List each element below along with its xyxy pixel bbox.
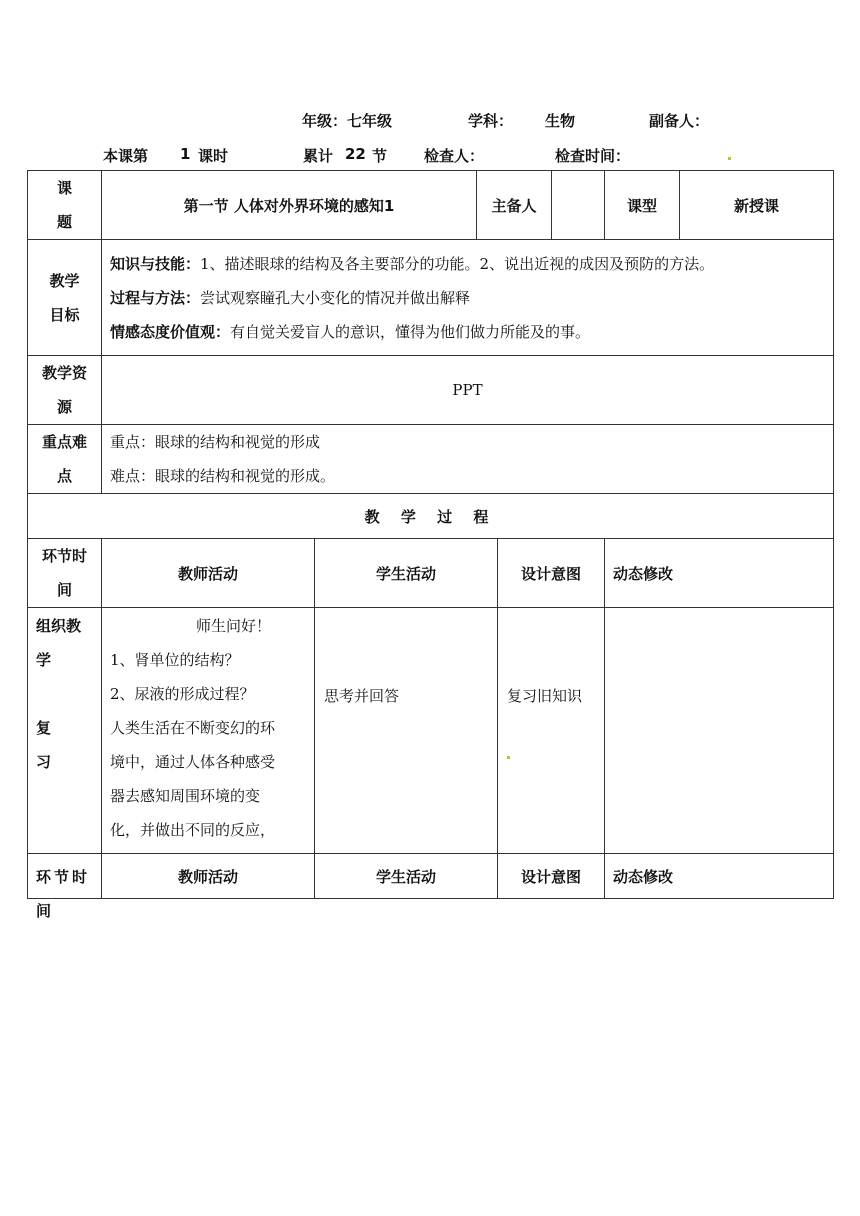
lesson-type-label: 课型	[605, 171, 680, 240]
review-revision	[605, 608, 834, 854]
intent-column-header: 设计意图	[498, 539, 605, 608]
lesson-prefix: 本课第	[103, 147, 149, 165]
footer-header-row	[28, 854, 834, 899]
topic-value: 第一节 人体对外界环境的感知1	[102, 171, 477, 240]
goal-knowledge: 知识与技能：1、描述眼球的结构及各主要部分的功能。2、说出近视的成因及预防的方法。	[110, 254, 715, 273]
lesson-plan-table	[27, 170, 834, 920]
check-time-label: 检查时间：	[555, 147, 631, 165]
resources-value: PPT	[102, 356, 834, 425]
goals-content	[102, 240, 834, 356]
key-points-label: 重点难 点	[28, 425, 102, 494]
deputy-preparer-label: 副备人：	[649, 112, 710, 130]
total-number: 22	[345, 145, 366, 163]
teacher-column-header: 教师活动	[102, 539, 315, 608]
goals-label: 教学 目标	[28, 240, 102, 356]
goal-attitude: 情感态度价值观：有自觉关爱盲人的意识，懂得为他们做力所能及的事。	[110, 322, 591, 341]
review-stage: 组织教 学 复 习	[28, 608, 102, 854]
revision-column-header: 动态修改	[605, 539, 834, 608]
subject-value: 生物	[545, 112, 576, 130]
resources-label: 教学资 源	[28, 356, 102, 425]
footer-stage-header: 环节时间	[28, 854, 102, 899]
stray-mark	[507, 756, 510, 759]
resources-row	[28, 356, 834, 425]
stray-mark	[728, 157, 731, 160]
review-row	[28, 608, 834, 854]
footer-intent-header: 设计意图	[498, 854, 605, 899]
footer-teacher-header: 教师活动	[102, 854, 315, 899]
topic-label: 课 题	[28, 171, 102, 240]
review-teacher-activity: 师生问好！ 1、肾单位的结构？ 2、尿液的形成过程？ 人类生活在不断变幻的环 境中，通过人体各种感受 器去感知周围环境的变 化，并做出不同的反应，	[102, 608, 315, 854]
total-prefix: 累计	[303, 147, 334, 165]
key-points-row	[28, 425, 834, 494]
difficulty-line: 难点：眼球的结构和视觉的形成。	[110, 467, 336, 485]
key-points-content	[102, 425, 834, 494]
topic-row	[28, 171, 834, 240]
goals-row	[28, 240, 834, 356]
lesson-number: 1	[180, 145, 191, 163]
lesson-suffix: 课时	[198, 147, 229, 165]
process-title: 教 学 过 程	[28, 494, 834, 539]
main-preparer-label: 主备人	[477, 171, 552, 240]
process-title-row	[28, 494, 834, 539]
subject-label: 学科：	[468, 112, 514, 130]
columns-header-row	[28, 539, 834, 608]
main-preparer-value	[552, 171, 605, 240]
goal-process: 过程与方法：尝试观察瞳孔大小变化的情况并做出解释	[110, 288, 471, 307]
review-student-activity: 思考并回答	[315, 608, 498, 854]
lesson-type-value: 新授课	[680, 171, 834, 240]
footer-revision-header: 动态修改	[605, 854, 834, 899]
stage-column-header: 环节时 间	[28, 539, 102, 608]
student-column-header: 学生活动	[315, 539, 498, 608]
footer-student-header: 学生活动	[315, 854, 498, 899]
review-design-intent: 复习旧知识	[498, 608, 605, 854]
key-point-line: 重点：眼球的结构和视觉的形成	[110, 433, 321, 451]
total-suffix: 节	[372, 147, 388, 165]
grade-label: 年级：七年级	[302, 112, 393, 130]
checker-label: 检查人：	[424, 147, 485, 165]
